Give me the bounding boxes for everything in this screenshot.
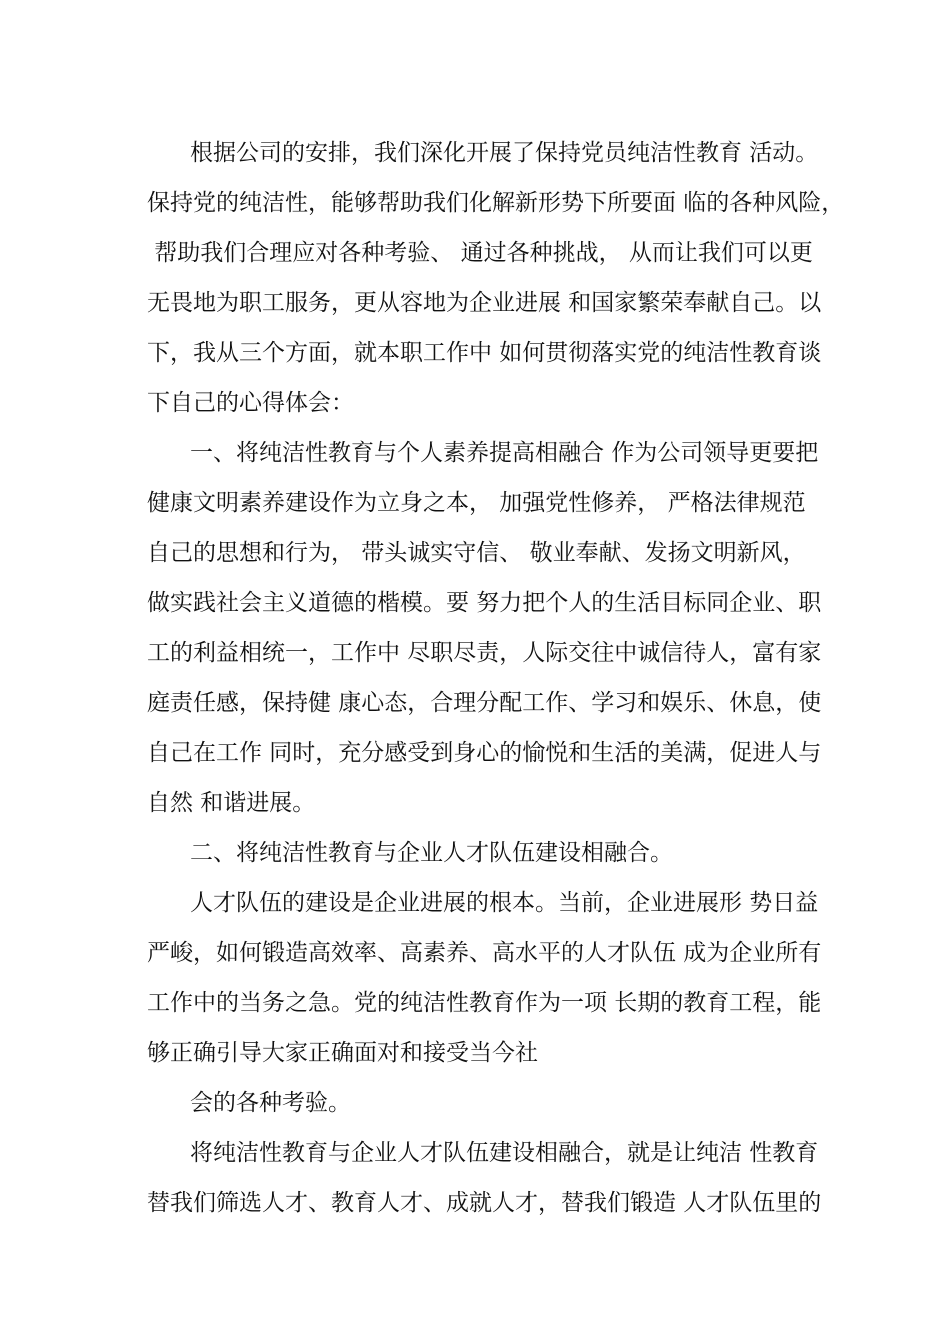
text-line: 工的利益相统一，工作中 尽职尽责，人际交往中诚信待人，富有家: [147, 640, 822, 666]
text-line: 自己在工作 同时，充分感受到身心的愉悦和生活的美满，促进人与: [147, 740, 822, 766]
text-line: 健康文明素养建设作为立身之本， 加强党性修养， 严格法律规范: [147, 490, 806, 516]
text-line: 帮助我们合理应对各种考验、 通过各种挑战， 从而让我们可以更: [147, 240, 813, 266]
text-line: 会的各种考验。: [190, 1090, 351, 1116]
section-heading-1: 一、将纯洁性教育与个人素养提高相融合 作为公司领导更要把: [190, 440, 819, 466]
text-line: 自己的思想和行为， 带头诚实守信、 敬业奉献、发扬文明新风，: [147, 540, 806, 566]
text-line: 自然 和谐进展。: [147, 790, 316, 816]
text-line: 替我们筛选人才、教育人才、成就人才，替我们锻造 人才队伍里的: [147, 1190, 822, 1216]
text-line: 工作中的当务之急。党的纯洁性教育作为一项 长期的教育工程，能: [147, 990, 822, 1016]
text-line: 人才队伍的建设是企业进展的根本。当前，企业进展形 势日益: [190, 890, 819, 916]
text-line: 保持党的纯洁性，能够帮助我们化解新形势下所要面 临的各种风险，: [147, 190, 845, 216]
text-line: 将纯洁性教育与企业人才队伍建设相融合，就是让纯洁 性教育: [190, 1140, 819, 1166]
text-line: 庭责任感，保持健 康心态，合理分配工作、学习和娱乐、休息，使: [147, 690, 822, 716]
text-line: 下，我从三个方面，就本职工作中 如何贯彻落实党的纯洁性教育谈: [147, 340, 822, 366]
text-line: 下自己的心得体会：: [147, 390, 354, 416]
text-line: 够正确引导大家正确面对和接受当今社: [147, 1040, 538, 1066]
text-line: 严峻，如何锻造高效率、高素养、高水平的人才队伍 成为企业所有: [147, 940, 822, 966]
section-heading-2: 二、将纯洁性教育与企业人才队伍建设相融合。: [190, 840, 673, 866]
text-line: 根据公司的安排，我们深化开展了保持党员纯洁性教育 活动。: [190, 140, 819, 166]
text-line: 无畏地为职工服务，更从容地为企业进展 和国家繁荣奉献自己。以: [147, 290, 822, 316]
document-body: [147, 128, 845, 1228]
text-line: 做实践社会主义道德的楷模。要 努力把个人的生活目标同企业、职: [147, 590, 822, 616]
